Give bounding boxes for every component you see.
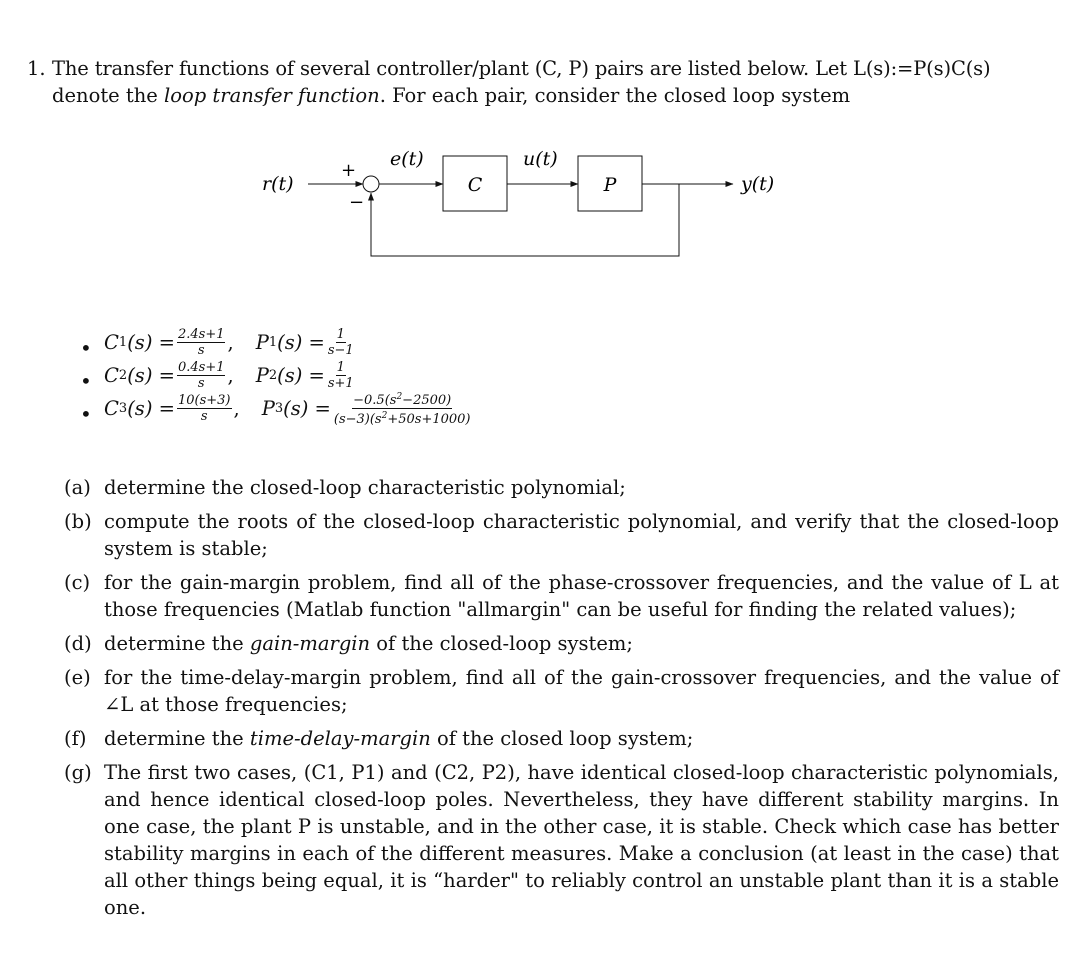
pair-item-2: • C 2 (s) = $\frac{0.4s+1}{s}$ , P 2 (s) = $\frac{1}{s+1}$ bbox=[80, 360, 354, 393]
controller-fraction bbox=[177, 394, 232, 423]
denominator: s bbox=[197, 343, 205, 358]
intro-text-end: . For each pair, consider the closed loop system bbox=[379, 84, 851, 107]
loop-transfer-function-term: loop transfer function bbox=[164, 84, 380, 107]
part-text: The first two cases, (C1, P1) and (C2, P2), have identical closed-loop characteristic polynomials, and hence identical closed-loop poles. Nevertheless, they have different stability margins. In one case, the plant P is unstable, and in the other case, it is stable. Check which case has better stability margins in each of the different measures. Make a conclusion (at least in the case) that all other things being equal, it is “harder" to reliably control an unstable plant than it is a stable one. bbox=[104, 761, 1059, 919]
index: 1 bbox=[118, 335, 128, 350]
part-g bbox=[64, 759, 1059, 921]
plant-label: P bbox=[603, 174, 617, 196]
part-label: (c) bbox=[64, 571, 91, 594]
pair-item-1: • C 1 (s) = $\frac{2.4s+1}{s}$ , P 1 (s) = $\frac{1}{s-1}$ bbox=[80, 327, 354, 360]
plant-arg: (s) = bbox=[277, 331, 325, 354]
time-delay-margin-term: time-delay-margin bbox=[249, 727, 431, 750]
index: 1 bbox=[268, 335, 278, 350]
plant-name: P bbox=[255, 331, 269, 354]
problem-intro bbox=[52, 55, 1067, 109]
index: 2 bbox=[118, 368, 128, 383]
plant-name: P bbox=[261, 397, 275, 420]
part-b bbox=[64, 508, 1059, 562]
part-text: determine the bbox=[104, 727, 250, 750]
part-text-end: of the closed loop system; bbox=[430, 727, 694, 750]
denominator: s bbox=[200, 409, 208, 424]
plant-fraction bbox=[333, 391, 472, 426]
part-label: (e) bbox=[64, 666, 91, 689]
exponent: 2 bbox=[381, 411, 388, 421]
problem-statement bbox=[27, 55, 1067, 109]
intro-line-1: The transfer functions of several controller/plant (C, P) pairs are listed below. Let L(s):=P(s)C(s) bbox=[52, 57, 991, 80]
part-label: (a) bbox=[64, 476, 91, 499]
problem-number: 1. bbox=[27, 57, 46, 80]
part-text: compute the roots of the closed-loop characteristic polynomial, and verify that the closed-loop system is stable; bbox=[104, 510, 1059, 560]
controller-plant-pairs bbox=[80, 326, 474, 425]
plant-fraction bbox=[327, 328, 355, 357]
plant-name: P bbox=[255, 364, 269, 387]
question-parts bbox=[64, 474, 1059, 928]
block-diagram bbox=[250, 142, 810, 266]
part-d bbox=[64, 630, 1059, 657]
index: 3 bbox=[274, 401, 284, 416]
denominator: s+1 bbox=[327, 376, 354, 391]
part-label: (d) bbox=[64, 632, 92, 655]
controller-arg: (s) = bbox=[127, 364, 175, 387]
plant-fraction bbox=[327, 361, 355, 390]
numerator-part: −0.5(s bbox=[353, 393, 397, 408]
controller-fraction bbox=[177, 361, 226, 390]
controller-fraction bbox=[177, 328, 226, 357]
exponent: 2 bbox=[396, 392, 403, 402]
bullet-icon: • bbox=[80, 336, 92, 360]
part-label: (b) bbox=[64, 510, 92, 533]
part-text: determine the bbox=[104, 632, 250, 655]
part-c bbox=[64, 569, 1059, 623]
pair-item-3: • C 3 (s) = $\frac{10(s+3)}{s}$ , P 3 (s) = $\frac{-0.5(s^2-2500)}{(s-3)(s^2+50s+1000)}$ bbox=[80, 392, 471, 427]
denominator: s−1 bbox=[327, 343, 354, 358]
index: 3 bbox=[118, 401, 128, 416]
denominator-part: (s−3)(s bbox=[333, 412, 382, 427]
part-text-end: of the closed-loop system; bbox=[370, 632, 633, 655]
numerator-part: −2500) bbox=[402, 393, 452, 408]
controller-arg: (s) = bbox=[127, 397, 175, 420]
plant-arg: (s) = bbox=[277, 364, 325, 387]
control-label: u(t) bbox=[523, 148, 558, 170]
bullet-icon: • bbox=[80, 402, 92, 426]
denominator: s bbox=[197, 376, 205, 391]
bullet-icon: • bbox=[80, 369, 92, 393]
part-label: (f) bbox=[64, 727, 87, 750]
numerator: 1 bbox=[336, 360, 345, 375]
numerator: 10(s+3) bbox=[177, 393, 231, 408]
controller-arg: (s) = bbox=[127, 331, 175, 354]
numerator: 2.4s+1 bbox=[177, 327, 225, 342]
plus-sign: + bbox=[341, 160, 357, 181]
gain-margin-term: gain-margin bbox=[249, 632, 371, 655]
error-label: e(t) bbox=[390, 148, 424, 170]
part-label: (g) bbox=[64, 761, 92, 784]
intro-line-2 bbox=[52, 82, 1067, 109]
controller-name: C bbox=[104, 397, 119, 420]
intro-text: denote the bbox=[52, 84, 165, 107]
denominator-part: +50s+1000) bbox=[387, 412, 471, 427]
controller-name: C bbox=[104, 331, 119, 354]
numerator: 0.4s+1 bbox=[177, 360, 225, 375]
part-text: for the gain-margin problem, find all of the phase-crossover frequencies, and the value of L at those frequencies (Matlab function "allmargin" can be useful for finding the related values); bbox=[104, 571, 1059, 621]
part-text: determine the closed-loop characteristic polynomial; bbox=[104, 476, 626, 499]
denominator bbox=[333, 409, 472, 426]
part-e bbox=[64, 664, 1059, 718]
numerator bbox=[352, 391, 452, 409]
part-f bbox=[64, 725, 1059, 752]
part-a bbox=[64, 474, 1059, 501]
plant-arg: (s) = bbox=[283, 397, 331, 420]
controller-name: C bbox=[104, 364, 119, 387]
controller-label: C bbox=[467, 174, 483, 196]
summing-junction bbox=[363, 176, 379, 192]
output-label: y(t) bbox=[741, 173, 775, 195]
input-label: r(t) bbox=[262, 173, 294, 195]
part-text: for the time-delay-margin problem, find all of the gain-crossover frequencies, and the value of ∠L at those frequencies; bbox=[104, 666, 1059, 716]
minus-sign: − bbox=[349, 192, 365, 213]
index: 2 bbox=[268, 368, 278, 383]
numerator: 1 bbox=[336, 327, 345, 342]
